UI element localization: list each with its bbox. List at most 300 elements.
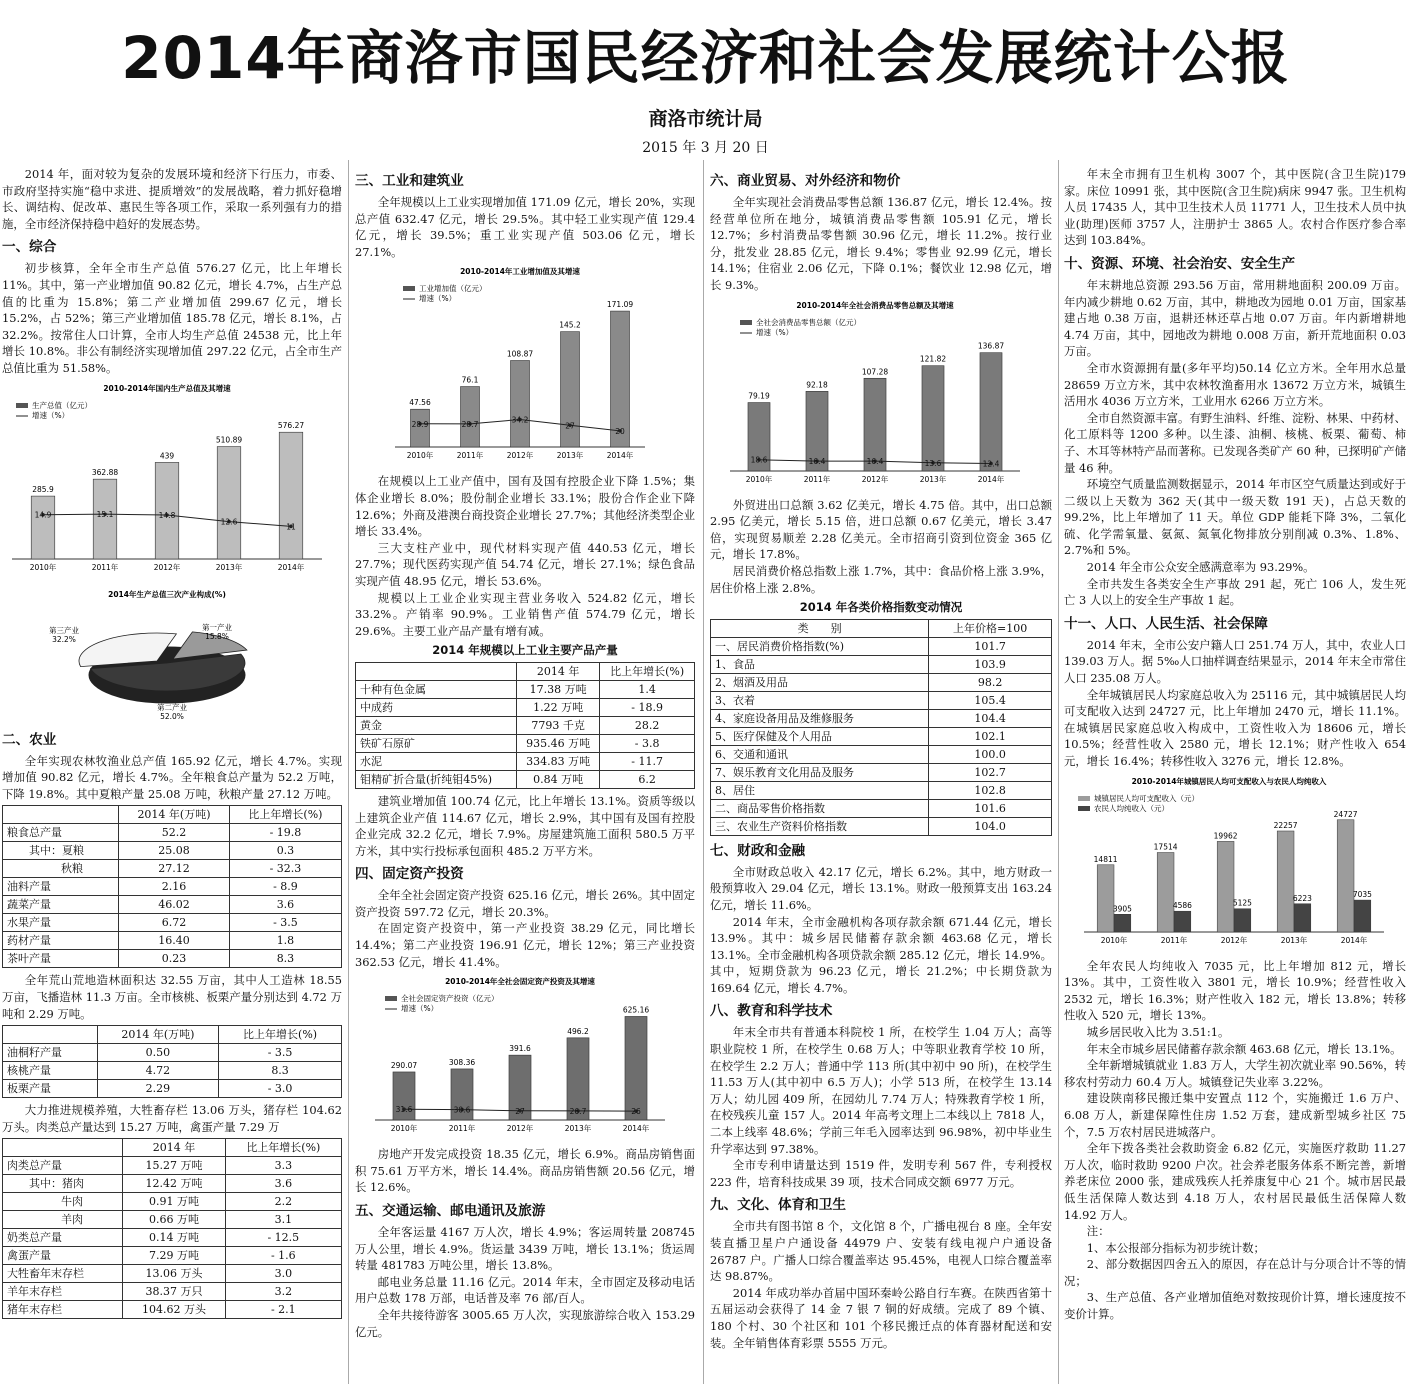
column-divider [1058, 160, 1059, 1384]
table-cell: 102.7 [929, 763, 1052, 781]
data-label: 625.16 [622, 1005, 650, 1015]
forest-output-table [2, 1025, 342, 1098]
growth-label: 16.4 [866, 456, 884, 466]
price-index-table [710, 619, 1052, 836]
section-heading: 一、综合 [2, 239, 57, 256]
paragraph: 全市财政总收入 42.17 亿元，增长 6.2%。其中，地方财政一般预算收入 29.04 亿元，增长 13.1%。财政一般预算支出 163.24 亿元，增长 11.6%。 [710, 864, 1052, 912]
table-cell: 12.42 万吨 [123, 1175, 225, 1193]
table-cell: 0.3 [229, 842, 341, 860]
section-heading: 十一、人口、人民生活、社会保障 [1064, 615, 1268, 632]
tick-label: 2012年 [506, 451, 534, 461]
table-cell: 8.3 [219, 1062, 342, 1080]
table-row [711, 673, 1052, 691]
table-cell: 101.7 [929, 637, 1052, 655]
table-row [711, 727, 1052, 745]
note: 1、本公报部分指标为初步统计数； [1086, 1240, 1265, 1255]
paragraph: 在固定资产投资中，第一产业投资 38.29 亿元，同比增长 14.4%；第二产业投资 196.91 亿元，增长 12%；第三产业投资 362.53 亿元，增长 41.4%。 [355, 921, 695, 969]
table-cell: 0.91 万吨 [123, 1193, 225, 1211]
column-divider [703, 160, 704, 1384]
data-label: 391.6 [509, 1044, 531, 1054]
note: 2、部分数据因四舍五入的原因，存在总计与分项合计不等的情况； [1064, 1257, 1406, 1288]
column-1 [2, 166, 342, 1380]
paragraph: 规模以上工业企业实现主营业务收入 524.82 亿元，增长 33.2%。产销率 90.9%。工业销售产值 574.79 亿元，增长 29.6%。主要工业产品产量有增有减。 [355, 590, 695, 638]
table-cell: 3.1 [225, 1211, 341, 1229]
tick-label: 2013年 [1280, 935, 1308, 945]
table-row [3, 1247, 342, 1265]
table-cell: 16.40 [119, 932, 230, 950]
table-cell: 8.3 [229, 950, 341, 968]
table-row [3, 1062, 342, 1080]
table-header-cell: 比上年增长(%) [229, 806, 341, 824]
table-cell: 3.0 [225, 1265, 341, 1283]
table-header-cell [3, 1139, 123, 1157]
table-row [3, 1175, 342, 1193]
table-cell: 0.23 [119, 950, 230, 968]
table-row [3, 1080, 342, 1098]
table-row [711, 799, 1052, 817]
table-header-cell: 上年价格=100 [929, 619, 1052, 637]
paragraph: 全年城镇居民人均家庭总收入为 25116 元，其中城镇居民人均可支配收入达到 24727 元，比上年增加 2470 元，增长 11.1%。在城镇居民家庭总收入构成中，工资性收入为 18606 元，增长 10.5%；经营性收入 2580 元，增长 12.1%；财产性收入 654 元，增长 16.4%；转移性收入 3276 元，增长 12.8%。 [1064, 687, 1406, 768]
bar [1354, 900, 1371, 932]
report-title: 2014年商洛市国民经济和社会发展统计公报 [121, 24, 1290, 92]
table-cell: 105.4 [929, 691, 1052, 709]
table-row [3, 878, 342, 896]
legend-label: 增速（%） [32, 410, 70, 420]
table-cell: 铁矿石原矿 [356, 734, 517, 752]
paragraph: 全年农民人均纯收入 7035 元，比上年增加 812 元，增长 13%。其中，工资性收入 3801 元，增长 10.9%；经营性收入 2532 元，增长 16.3%；财产性收入 182 元，增长 13.8%；转移性收入 520 元，增长 13%。 [1064, 958, 1406, 1023]
table-cell: 一、居民消费价格指数(%) [711, 637, 929, 655]
table-cell: 28.2 [600, 716, 695, 734]
chart-title: 2010-2014年全社会固定资产投资及其增速 [445, 977, 595, 987]
legend-swatch [403, 286, 415, 291]
table-cell: - 3.5 [219, 1044, 342, 1062]
table-header-cell [3, 806, 119, 824]
table-cell: 板栗产量 [3, 1080, 98, 1098]
table-cell: 102.1 [929, 727, 1052, 745]
table-cell: 水泥 [356, 752, 517, 770]
table-cell: 2.16 [119, 878, 230, 896]
table-cell: 6、交通和通讯 [711, 745, 929, 763]
data-label: 24727 [1333, 809, 1358, 819]
slice-label: 第一产业 [202, 622, 232, 632]
column-3 [710, 166, 1052, 1380]
paragraph: 2014 年末，全市金融机构各项存款余额 671.44 亿元，增长 13.9%。其中：城乡居民储蓄存款余额 463.68 亿元，增长 13.1%。全市金融机构各项贷款余额 285.12 亿元，增长 14.9%。其中，短期贷款为 96.23 亿元，增长 21.2%；中长期贷款为 169.64 亿元，增长 4.7%。 [710, 914, 1052, 995]
table-cell: 102.8 [929, 781, 1052, 799]
table-cell: 4、家庭设备用品及维修服务 [711, 709, 929, 727]
legend-swatch [1078, 796, 1090, 801]
table-header-cell [356, 662, 517, 680]
tick-label: 2011年 [448, 1124, 476, 1134]
table-cell: 水果产量 [3, 914, 119, 932]
data-label: 4586 [1172, 900, 1192, 910]
table-cell: - 3.8 [600, 734, 695, 752]
slice-label: 第三产业 [49, 625, 79, 635]
paragraph: 年末耕地总资源 293.56 万亩，常用耕地面积 200.09 万亩。年内减少耕地 0.62 万亩，其中，耕地改为园地 0.01 万亩，国家基建占地 0.38 万亩，退耕还林还草占地 0.07 万亩。年内新增耕地 4.74 万亩，其中，园地改为耕地 0.008 万亩，新开荒地面积 0.03 万亩。 [1064, 277, 1406, 359]
table-row [356, 698, 695, 716]
table-cell: - 32.3 [229, 860, 341, 878]
data-label: 576.27 [277, 420, 305, 430]
bar [511, 361, 530, 447]
bar [1217, 841, 1234, 932]
paragraph: 环境空气质量监测数据显示，2014 年市区空气质量达到或好于二级以上天数为 362 天(其中一级天数 191 天)，占总天数的 99.2%，比上年增加了 11 天。单位 GDP 能耗下降 3%，二氧化硫、化学需氧量、氨氮、氮氧化物排放分别削减 0.3%、1.8%、2.7%和 5%。 [1064, 477, 1406, 558]
table-row [3, 842, 342, 860]
table-row [3, 824, 342, 842]
table-header-cell: 比上年增长(%) [225, 1139, 341, 1157]
paragraph: 外贸进出口总额 3.62 亿美元，增长 4.75 倍。其中，出口总额 2.95 亿美元，增长 5.15 倍，进口总额 0.67 亿美元，增长 3.47 倍，实现贸易顺差 2.28 亿美元。全市招商引资到位资金 365 亿元，增长 17.8%。 [710, 497, 1052, 562]
data-label: 290.07 [390, 1061, 418, 1071]
table-cell: 牛肉 [3, 1193, 123, 1211]
data-label: 6223 [1292, 893, 1312, 903]
table-cell: 6.2 [600, 770, 695, 788]
industry-structure-pie-chart [2, 585, 332, 725]
growth-label: 15.1 [96, 509, 114, 519]
data-label: 510.89 [215, 435, 243, 445]
paragraph: 全市共发生各类安全生产事故 291 起，死亡 106 人，发生死亡 3 人以上的安全生产事故 1 起。 [1064, 576, 1406, 608]
chart-title: 2010-2014年国内生产总值及其增速 [103, 383, 231, 393]
table-cell: 油桐籽产量 [3, 1044, 98, 1062]
slice-value: 52.0% [160, 711, 184, 721]
paragraph: 全市水资源拥有量(多年平均)50.14 亿立方米。全年用水总量 28659 万立方米，其中农林牧渔畜用水 13672 万立方米，城镇生活用水 4036 万立方米，工业用水 6266 万立方米。 [1064, 360, 1406, 409]
tick-label: 2014年 [606, 451, 634, 461]
table-cell: 3.6 [225, 1175, 341, 1193]
table-title: 2014 年规模以上工业主要产品产量 [432, 643, 618, 658]
table-cell: 17.38 万吨 [516, 680, 599, 698]
growth-label: 28.7 [461, 420, 479, 430]
paragraph: 居民消费价格总指数上涨 1.7%，其中：食品价格上涨 3.9%，居住价格上涨 2.8%。 [710, 563, 1052, 595]
paragraph: 全年实现社会消费品零售总额 136.87 亿元，增长 12.4%。按经营单位所在地分，城镇消费品零售额 105.91 亿元，增长 12.7%；乡村消费品零售额 30.96 亿元，增长 11.2%。按行业分，批发业 28.85 亿元，增长 9.4%；零售业 92.99 亿元，增长 14.1%；住宿业 2.06 亿元，下降 0.1%；餐饮业 12.98 亿元，增长 9.3%。 [710, 195, 1052, 292]
table-cell: 27.12 [119, 860, 230, 878]
table-cell: 药材产量 [3, 932, 119, 950]
table-cell: 103.9 [929, 655, 1052, 673]
paragraph: 2014 年全市公众安全感满意率为 93.29%。 [1086, 560, 1315, 575]
table-header-cell: 2014 年 [516, 662, 599, 680]
data-label: 108.87 [506, 349, 534, 359]
table-cell: 茶叶产量 [3, 950, 119, 968]
bar [461, 387, 480, 447]
table-row [356, 716, 695, 734]
table-row [711, 781, 1052, 799]
tick-label: 2013年 [919, 474, 947, 484]
paragraph: 2014 年成功举办首届中国环秦岭公路自行车赛。在陕西省第十五届运动会获得了 14 金 7 银 7 铜的好成绩。完成了 89 个镇、180 个村、30 个社区和 101 个移民搬迁点的体育器材配送和安装。全年销售体育彩票 5555 万元。 [710, 1285, 1052, 1350]
table-cell: 100.0 [929, 745, 1052, 763]
table-cell: 油料产量 [3, 878, 119, 896]
bar [922, 365, 944, 470]
slice-value: 32.2% [52, 634, 76, 644]
table-header-row [711, 619, 1052, 637]
growth-label: 30.6 [453, 1105, 471, 1115]
growth-label: 27 [565, 421, 575, 431]
tick-label: 2014年 [1340, 935, 1368, 945]
paragraph: 全年新增城镇就业 1.83 万人，大学生初次就业率 90.56%，转移农村劳动力 60.4 万人。城镇登记失业率 3.22%。 [1064, 1058, 1406, 1089]
paragraph: 在规模以上工业产值中，国有及国有控股企业下降 1.5%；集体企业增长 8.0%；股份制企业增长 33.1%；股份合作企业下降 12.6%；外商及港澳台商投资企业增长 27.7%；其他经济类型企业增长 33.4%。 [355, 474, 695, 539]
table-cell: 1、食品 [711, 655, 929, 673]
paragraph: 初步核算，全年全市生产总值 576.27 亿元，比上年增长 11%。其中，第一产业增加值 90.82 亿元，增长 4.7%，占生产总值的比重为 15.8%；第二产业增加值 299.67 亿元，增长 15.2%，占 52%；第三产业增加值 185.78 亿元，增长 8.1%，占 32.2%。按常住人口计算，全市人均生产总值 24538 元，比上年增长 10.8%。非公有制经济实现增加值 297.22 亿元，占全市生产总值比重为 51.58%。 [2, 261, 342, 375]
data-label: 22257 [1273, 820, 1298, 830]
table-row [711, 817, 1052, 835]
tick-label: 2014年 [977, 474, 1005, 484]
data-label: 7035 [1352, 889, 1372, 899]
tick-label: 2013年 [564, 1124, 592, 1134]
table-row [356, 752, 695, 770]
table-header-cell [3, 1026, 98, 1044]
table-row [3, 860, 342, 878]
tick-label: 2012年 [1220, 935, 1248, 945]
table-header-cell: 比上年增长(%) [219, 1026, 342, 1044]
legend-swatch [740, 320, 752, 325]
table-cell: 黄金 [356, 716, 517, 734]
data-label: 92.18 [806, 379, 828, 389]
bar [217, 446, 241, 558]
bar [980, 352, 1002, 470]
table-cell: 3.6 [229, 896, 341, 914]
tick-label: 2011年 [1160, 935, 1188, 945]
table-cell: 7.29 万吨 [123, 1247, 225, 1265]
paragraph: 全年客运量 4167 万人次，增长 4.9%；客运周转量 208745 万人公里，增长 4.9%。货运量 3439 万吨，增长 13.1%；货运周转量 481783 万吨公里，增长 13.8%。 [355, 1225, 695, 1273]
table-header-cell: 2014 年 [123, 1139, 225, 1157]
table-cell: 5、医疗保健及个人用品 [711, 727, 929, 745]
table-cell: 1.8 [229, 932, 341, 950]
table-cell: - 3.5 [229, 914, 341, 932]
table-row [3, 950, 342, 968]
table-cell: 羊年末存栏 [3, 1283, 123, 1301]
table-cell: 3.2 [225, 1283, 341, 1301]
table-row [356, 680, 695, 698]
section-heading: 五、交通运输、邮电通讯及旅游 [355, 1203, 546, 1220]
paragraph: 建设陕南移民搬迁集中安置点 112 个，实施搬迁 1.6 万户、6.08 万人，新建保障性住房 1.52 万套，建成新型城乡社区 75 个，7.5 万农村居民进城落户。 [1064, 1091, 1406, 1139]
legend-swatch [16, 403, 28, 408]
table-cell: 猪年末存栏 [3, 1301, 123, 1319]
tick-label: 2010年 [390, 1124, 418, 1134]
section-heading: 六、商业贸易、对外经济和物价 [710, 173, 901, 189]
table-cell: 2.29 [97, 1080, 218, 1098]
gdp-bar-chart [2, 381, 332, 581]
chart-title: 2010-2014年城镇居民人均可支配收入与农民人均纯收入 [1131, 776, 1327, 786]
table-cell: 秋粮 [3, 860, 119, 878]
table-cell: 十种有色金属 [356, 680, 517, 698]
data-label: 3905 [1112, 903, 1132, 913]
table-cell: 0.50 [97, 1044, 218, 1062]
bar [1277, 831, 1294, 932]
tick-label: 2014年 [622, 1124, 650, 1134]
data-label: 121.82 [919, 354, 947, 364]
retail-bar-chart [710, 298, 1040, 493]
table-title: 2014 年各类价格指数变动情况 [799, 600, 963, 615]
table-header-cell: 比上年增长(%) [600, 662, 695, 680]
bar [1294, 903, 1311, 931]
data-label: 47.56 [409, 398, 431, 408]
table-header-row [3, 806, 342, 824]
table-cell: 6.72 [119, 914, 230, 932]
table-row [3, 1229, 342, 1247]
section-heading: 三、工业和建筑业 [355, 173, 464, 189]
table-cell: 奶类总产量 [3, 1229, 123, 1247]
table-cell: 98.2 [929, 673, 1052, 691]
data-label: 171.09 [606, 300, 634, 310]
table-cell: 肉类总产量 [3, 1157, 123, 1175]
data-label: 14811 [1093, 854, 1118, 864]
paragraph: 全年规模以上工业实现增加值 171.09 亿元，增长 20%，实现总产值 632.47 亿元，增长 29.5%。其中轻工业实现产值 129.4 亿元，增长 39.5%；重工业实现产值 503.06 亿元，增长 27.1%。 [355, 195, 695, 259]
table-cell: 中成药 [356, 698, 517, 716]
data-label: 17514 [1153, 842, 1178, 852]
table-cell: 粮食总产量 [3, 824, 119, 842]
paragraph: 全年全社会固定资产投资 625.16 亿元，增长 26%。其中固定资产投资 597.72 亿元，增长 20.3%。 [355, 888, 695, 919]
tick-label: 2011年 [91, 562, 119, 572]
table-cell: - 11.7 [600, 752, 695, 770]
table-cell: 核桃产量 [3, 1062, 98, 1080]
data-label: 76.1 [461, 375, 479, 385]
table-cell: 其中：夏粮 [3, 842, 119, 860]
section-heading: 十、资源、环境、社会治安、安全生产 [1064, 255, 1296, 272]
legend-swatch [1078, 806, 1090, 811]
tick-label: 2011年 [803, 474, 831, 484]
table-row [3, 896, 342, 914]
income-bar-chart [1064, 774, 1394, 954]
paragraph: 年末全市共有普通本科院校 1 所，在校学生 1.04 万人；高等职业院校 1 所，在校学生 0.68 万人；中等职业教育学校 10 所，在校学生 2.2 万人；普通中学 113 所(其中初中 90 所)，在校学生 11.53 万人(其中初中 6.5 万人)；小学 513 所，在校学生 13.14 万人；幼儿园 409 所，在园幼儿 7.74 万人；特殊教育学校 1 所，在校残疾儿童 157 人。2014 年高考文理上二本线以上 7818 人，二本上线率 48.6%；学前三年毛入园率达到 96.98%，初中毕业生升学率达到 97.38%。 [710, 1025, 1052, 1156]
paragraph: 全年荒山荒地造林面积达 32.55 万亩，其中人工造林 18.55 万亩，飞播造林 11.3 万亩。全市核桃、板栗产量分别达到 4.72 万吨和 2.29 万吨。 [2, 973, 342, 1021]
legend-label: 增速（%） [756, 327, 794, 337]
table-cell: 38.37 万只 [123, 1283, 225, 1301]
table-row [711, 691, 1052, 709]
data-label: 5125 [1232, 898, 1252, 908]
data-label: 308.36 [448, 1058, 476, 1068]
table-cell: 二、商品零售价格指数 [711, 799, 929, 817]
table-header-cell: 类 别 [711, 619, 929, 637]
data-label: 136.87 [977, 341, 1005, 351]
slice-label: 第二产业 [157, 702, 187, 712]
tick-label: 2010年 [1100, 935, 1128, 945]
table-row [3, 932, 342, 950]
table-cell: 2.2 [225, 1193, 341, 1211]
table-cell: 104.4 [929, 709, 1052, 727]
intro-paragraph: 2014 年，面对较为复杂的发展环境和经济下行压力，市委、市政府坚持实施“稳中求进、提质增效”的发展战略，着力抓好稳增长、调结构、促改革、惠民生等各项工作，采取一系列强有力的措施，全市经济保持稳中趋好的发展态势。 [2, 167, 342, 231]
bar [1157, 852, 1174, 931]
column-2 [355, 166, 695, 1380]
table-cell: 935.46 万吨 [516, 734, 599, 752]
table-row [711, 637, 1052, 655]
growth-label: 13.6 [924, 458, 942, 468]
section-heading: 七、财政和金融 [710, 842, 806, 859]
paragraph: 2014 年末，全市公安户籍人口 251.74 万人，其中，农业人口 139.03 万人。据 5‰人口抽样调查结果显示，2014 年末全市常住人口 235.08 万人。 [1064, 637, 1406, 686]
paragraph: 建筑业增加值 100.74 亿元，比上年增长 13.1%。资质等级以上建筑企业产值 114.67 亿元，增长 2.9%，其中国有及国有控股企业完成 32.2 亿元，增长 7.9%。房屋建筑施工面积 580.5 万平方米，其中实行投标承包面积 485.2 万平方米。 [355, 793, 695, 858]
publish-date: 2015 年 3 月 20 日 [642, 140, 769, 156]
paragraph: 全年共接待游客 3005.65 万人次，实现旅游综合收入 153.29 亿元。 [355, 1308, 695, 1339]
chart-title: 2010-2014年全社会消费品零售总额及其增速 [796, 300, 954, 310]
table-row [711, 655, 1052, 673]
tick-label: 2012年 [861, 474, 889, 484]
tick-label: 2013年 [556, 451, 584, 461]
tick-label: 2011年 [456, 451, 484, 461]
growth-label: 34.2 [511, 415, 529, 425]
table-cell: 104.0 [929, 817, 1052, 835]
bar [279, 432, 303, 559]
table-row [3, 1044, 342, 1062]
table-row [3, 1193, 342, 1211]
growth-label: 27 [515, 1107, 525, 1117]
growth-label: 12.6 [220, 517, 238, 527]
paragraph: 全年下拨各类社会救助资金 6.82 亿元，实施医疗救助 11.27 万人次，临时救助 9200 户次。社会养老服务体系不断完善，新增养老床位 2000 张，建成残疾人托养康复中心 21 个。城市居民最低生活保障人数达到 4.18 万人，农村居民最低生活保障人数 14.92 万人。 [1064, 1141, 1406, 1222]
table-cell: 334.83 万吨 [516, 752, 599, 770]
legend-label: 农民人均纯收入（元） [1094, 803, 1169, 813]
table-cell: 0.14 万吨 [123, 1229, 225, 1247]
table-cell: 101.6 [929, 799, 1052, 817]
table-cell: 禽蛋产量 [3, 1247, 123, 1265]
tick-label: 2014年 [277, 562, 305, 572]
header [0, 22, 1411, 157]
table-row [711, 745, 1052, 763]
growth-label: 26 [631, 1107, 641, 1117]
table-row [356, 734, 695, 752]
data-label: 496.2 [567, 1027, 589, 1037]
table-row [3, 1157, 342, 1175]
table-cell: - 8.9 [229, 878, 341, 896]
table-row [3, 1283, 342, 1301]
growth-label: 20 [615, 427, 625, 437]
table-row [711, 763, 1052, 781]
table-cell: 钼精矿折合量(折纯钼45%) [356, 770, 517, 788]
table-header-row [3, 1026, 342, 1044]
paragraph: 全市专利申请量达到 1519 件，发明专利 567 件，专利授权 223 件，培育科技成果 39 项，技术合同成交额 6977 万元。 [710, 1158, 1052, 1189]
growth-label: 28.9 [411, 420, 429, 430]
investment-bar-chart [355, 974, 685, 1142]
paragraph: 大力推进规模养殖，大牲畜存栏 13.06 万头，猪存栏 104.62 万头。肉类总产量达到 15.27 万吨，禽蛋产量 7.29 万 [2, 1103, 342, 1134]
legend-label: 城镇居民人均可支配收入（元） [1094, 793, 1199, 803]
table-cell: 4.72 [97, 1062, 218, 1080]
bar [1097, 864, 1114, 931]
livestock-output-table [2, 1138, 342, 1319]
section-heading: 九、文化、体育和卫生 [710, 1197, 846, 1214]
table-cell: - 3.0 [219, 1080, 342, 1098]
tick-label: 2010年 [29, 562, 57, 572]
table-cell: 7793 千克 [516, 716, 599, 734]
paragraph: 三大支柱产业中，现代材料实现产值 440.53 亿元，增长 27.7%；现代医药实现产值 54.74 亿元，增长 27.1%；绿色食品实现产值 48.95 亿元，增长 53.6%。 [355, 540, 695, 588]
growth-label: 18.6 [750, 455, 768, 465]
growth-label: 31.6 [395, 1105, 413, 1115]
growth-label: 12.4 [982, 459, 1000, 469]
table-cell: 0.84 万吨 [516, 770, 599, 788]
table-row [3, 1211, 342, 1229]
bar [1337, 819, 1354, 931]
growth-label: 26.7 [569, 1107, 587, 1117]
paragraph: 全市共有图书馆 8 个，文化馆 8 个，广播电视台 8 座。全年安装直播卫星户户通设备 44979 户、安装有线电视户户通设备 26787 户。广播人口综合覆盖率达 95.45%，电视人口综合覆盖率达 98.87%。 [710, 1219, 1052, 1284]
table-header-row [3, 1139, 342, 1157]
table-cell: 3.3 [225, 1157, 341, 1175]
table-row [3, 1265, 342, 1283]
table-row [3, 914, 342, 932]
growth-label: 14.8 [158, 510, 176, 520]
table-cell: - 12.5 [225, 1229, 341, 1247]
table-cell: - 19.8 [229, 824, 341, 842]
table-cell: 13.06 万头 [123, 1265, 225, 1283]
table-cell: - 2.1 [225, 1301, 341, 1319]
table-row [3, 1301, 342, 1319]
table-cell: - 18.9 [600, 698, 695, 716]
growth-label: 16.4 [808, 456, 826, 466]
legend-label: 增速（%） [401, 1004, 439, 1014]
table-header-cell: 2014 年(万吨) [97, 1026, 218, 1044]
table-header-cell: 2014 年(万吨) [119, 806, 230, 824]
legend-label: 工业增加值（亿元） [419, 284, 487, 294]
tick-label: 2013年 [215, 562, 243, 572]
table-cell: 46.02 [119, 896, 230, 914]
legend-label: 全社会消费品零售总额（亿元） [756, 317, 861, 327]
growth-label: 11 [286, 521, 296, 531]
publisher: 商洛市统计局 [648, 108, 763, 130]
table-cell: - 1.6 [225, 1247, 341, 1265]
table-cell: 104.62 万头 [123, 1301, 225, 1319]
bar [1114, 914, 1131, 932]
table-cell: 1.4 [600, 680, 695, 698]
paragraph: 年末全市拥有卫生机构 3007 个，其中医院(含卫生院)179 家。床位 10991 张，其中医院(含卫生院)病床 9947 张。卫生机构人员 17435 人，其中卫生技术人员 11771 人，卫生技术人员中执业(助理)医师 3757 人，注册护士 3865 人。农村合作医疗参合率达到 103.84%。 [1064, 167, 1406, 248]
